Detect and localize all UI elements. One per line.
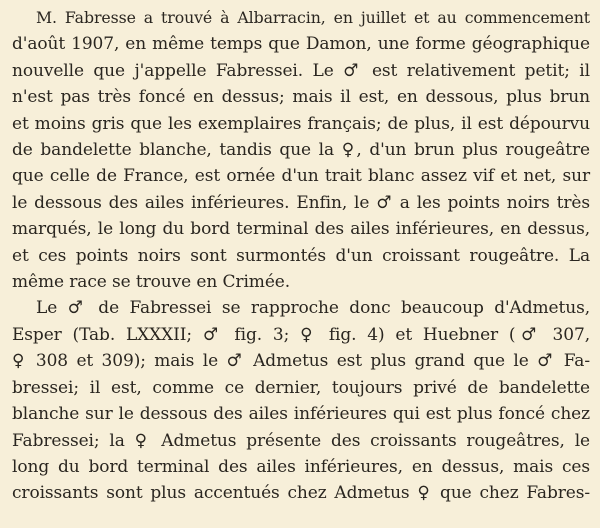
text-line: long du bord terminal des ailes inférieures, en dessus, mais ces (12, 456, 590, 477)
text-line: nouvelle que j'appelle Fabressei. Le ♂ est relativement petit; il (12, 60, 590, 81)
text-line: marqués, le long du bord terminal des ailes inférieures, en dessus, (12, 219, 590, 240)
text-line: que celle de France, est ornée d'un trait blanc assez vif et net, sur (12, 166, 590, 187)
text-line: n'est pas très foncé en dessus; mais il est, en dessous, plus brun (12, 87, 590, 108)
text-line: bressei; il est, comme ce dernier, toujours privé de bandelette (12, 377, 590, 398)
text-line: Le ♂ de Fabressei se rapproche donc beaucoup d'Admetus, (36, 298, 590, 319)
text-line: et moins gris que les exemplaires français; de plus, il est dépourvu (12, 113, 590, 134)
paragraph-admetus-comparison (12, 295, 590, 506)
text-line: ♀ 308 et 309); mais le ♂ Admetus est plus grand que le ♂ Fa- (12, 351, 590, 372)
text-line: d'août 1907, en même temps que Damon, une forme géographique (12, 34, 590, 55)
text-line: blanche sur le dessous des ailes inférieures qui est plus foncé chez (12, 404, 590, 425)
text-line: Esper (Tab. LXXXII; ♂ fig. 3; ♀ fig. 4) et Huebner (♂ 307, (12, 324, 590, 345)
text-line: et ces points noirs sont surmontés d'un croissant rougeâtre. La (12, 245, 590, 266)
text-line: même race se trouve en Crimée. (12, 272, 291, 293)
text-line: de bandelette blanche, tandis que la ♀, d'un brun plus rougeâtre (12, 140, 590, 161)
text-line: croissants sont plus accentués chez Admetus ♀ que chez Fabres- (12, 483, 590, 504)
text-line: le dessous des ailes inférieures. Enfin, le ♂ a les points noirs très (12, 192, 590, 213)
text-line: M. Fabresse a trouvé à Albarracin, en juillet et au commencement (36, 8, 590, 27)
text-line: Fabressei; la ♀ Admetus présente des croissants rougeâtres, le (12, 430, 590, 451)
paragraph-fabressei-description (12, 5, 590, 295)
